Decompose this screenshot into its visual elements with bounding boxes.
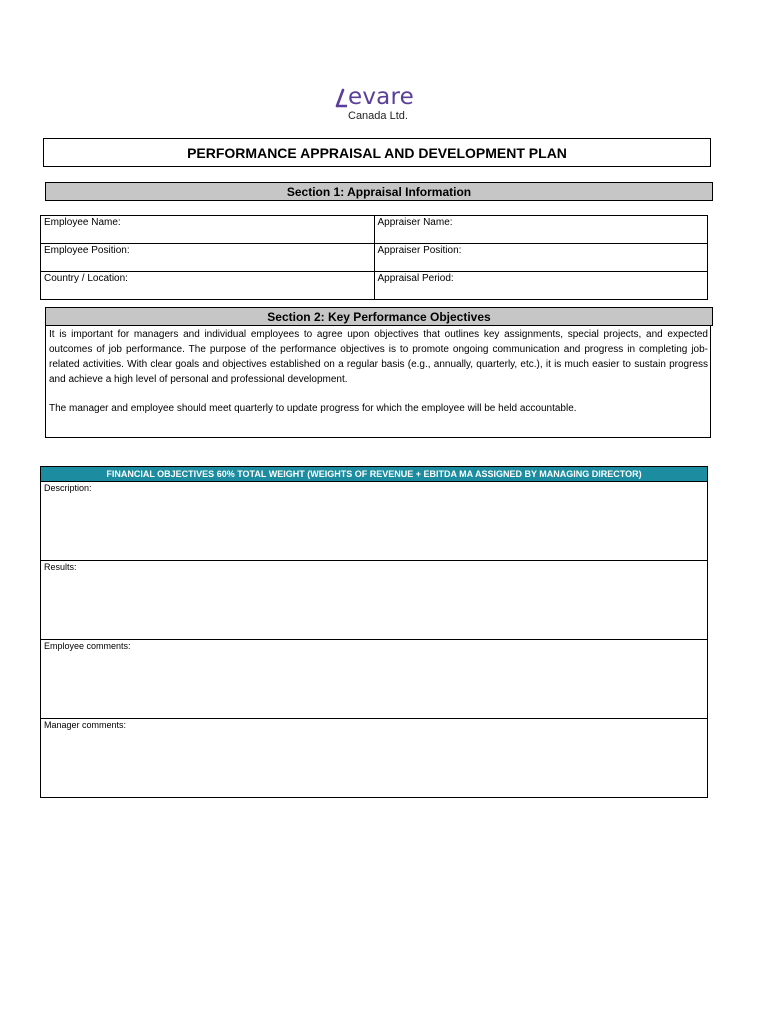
table-header-row [41, 467, 708, 482]
section1-heading: Section 1: Appraisal Information [45, 182, 713, 201]
logo-brand-text: evare [348, 84, 414, 110]
page-title: PERFORMANCE APPRAISAL AND DEVELOPMENT PLAN [43, 138, 711, 167]
appraiser-position-field[interactable]: Appraiser Position: [374, 244, 708, 272]
financial-objectives-table [40, 466, 708, 798]
logo-subtitle: Canada Ltd. [348, 110, 408, 122]
description-field[interactable]: Description: [41, 482, 708, 561]
table-row [41, 244, 708, 272]
employee-comments-field[interactable]: Employee comments: [41, 640, 708, 719]
table-row [41, 719, 708, 798]
objectives-description [45, 326, 711, 438]
results-field[interactable]: Results: [41, 561, 708, 640]
appraisal-info-table [40, 215, 708, 300]
table-row [41, 482, 708, 561]
manager-comments-field[interactable]: Manager comments: [41, 719, 708, 798]
table-row [41, 561, 708, 640]
logo-wordmark [333, 84, 433, 110]
logo-l-mark [333, 88, 347, 110]
objectives-paragraph-2: The manager and employee should meet quarterly to update progress for which the employee will be held accountable. [49, 403, 577, 414]
section2-heading: Section 2: Key Performance Objectives [45, 307, 713, 326]
table-row [41, 640, 708, 719]
appraisal-period-field[interactable]: Appraisal Period: [374, 272, 708, 300]
country-location-field[interactable]: Country / Location: [41, 272, 375, 300]
table-row [41, 216, 708, 244]
appraiser-name-field[interactable]: Appraiser Name: [374, 216, 708, 244]
company-logo [333, 84, 433, 122]
employee-name-field[interactable]: Employee Name: [41, 216, 375, 244]
objectives-paragraph-1: It is important for managers and individual employees to agree upon objectives that outlines key assignments, special projects, and expected outcomes of job performance. The purpose of the performance objectives is to promote ongoing communication and progress in completing job-related activities. With clear goals and objectives established on a regular basis (e.g., annually, quarterly, etc.), it is much easier to sustain progress and achieve a high level of personal and professional development. [49, 329, 708, 385]
employee-position-field[interactable]: Employee Position: [41, 244, 375, 272]
financial-objectives-header: FINANCIAL OBJECTIVES 60% TOTAL WEIGHT (WEIGHTS OF REVENUE + EBITDA MA ASSIGNED BY MANAGING DIRECTOR) [41, 467, 708, 482]
table-row [41, 272, 708, 300]
